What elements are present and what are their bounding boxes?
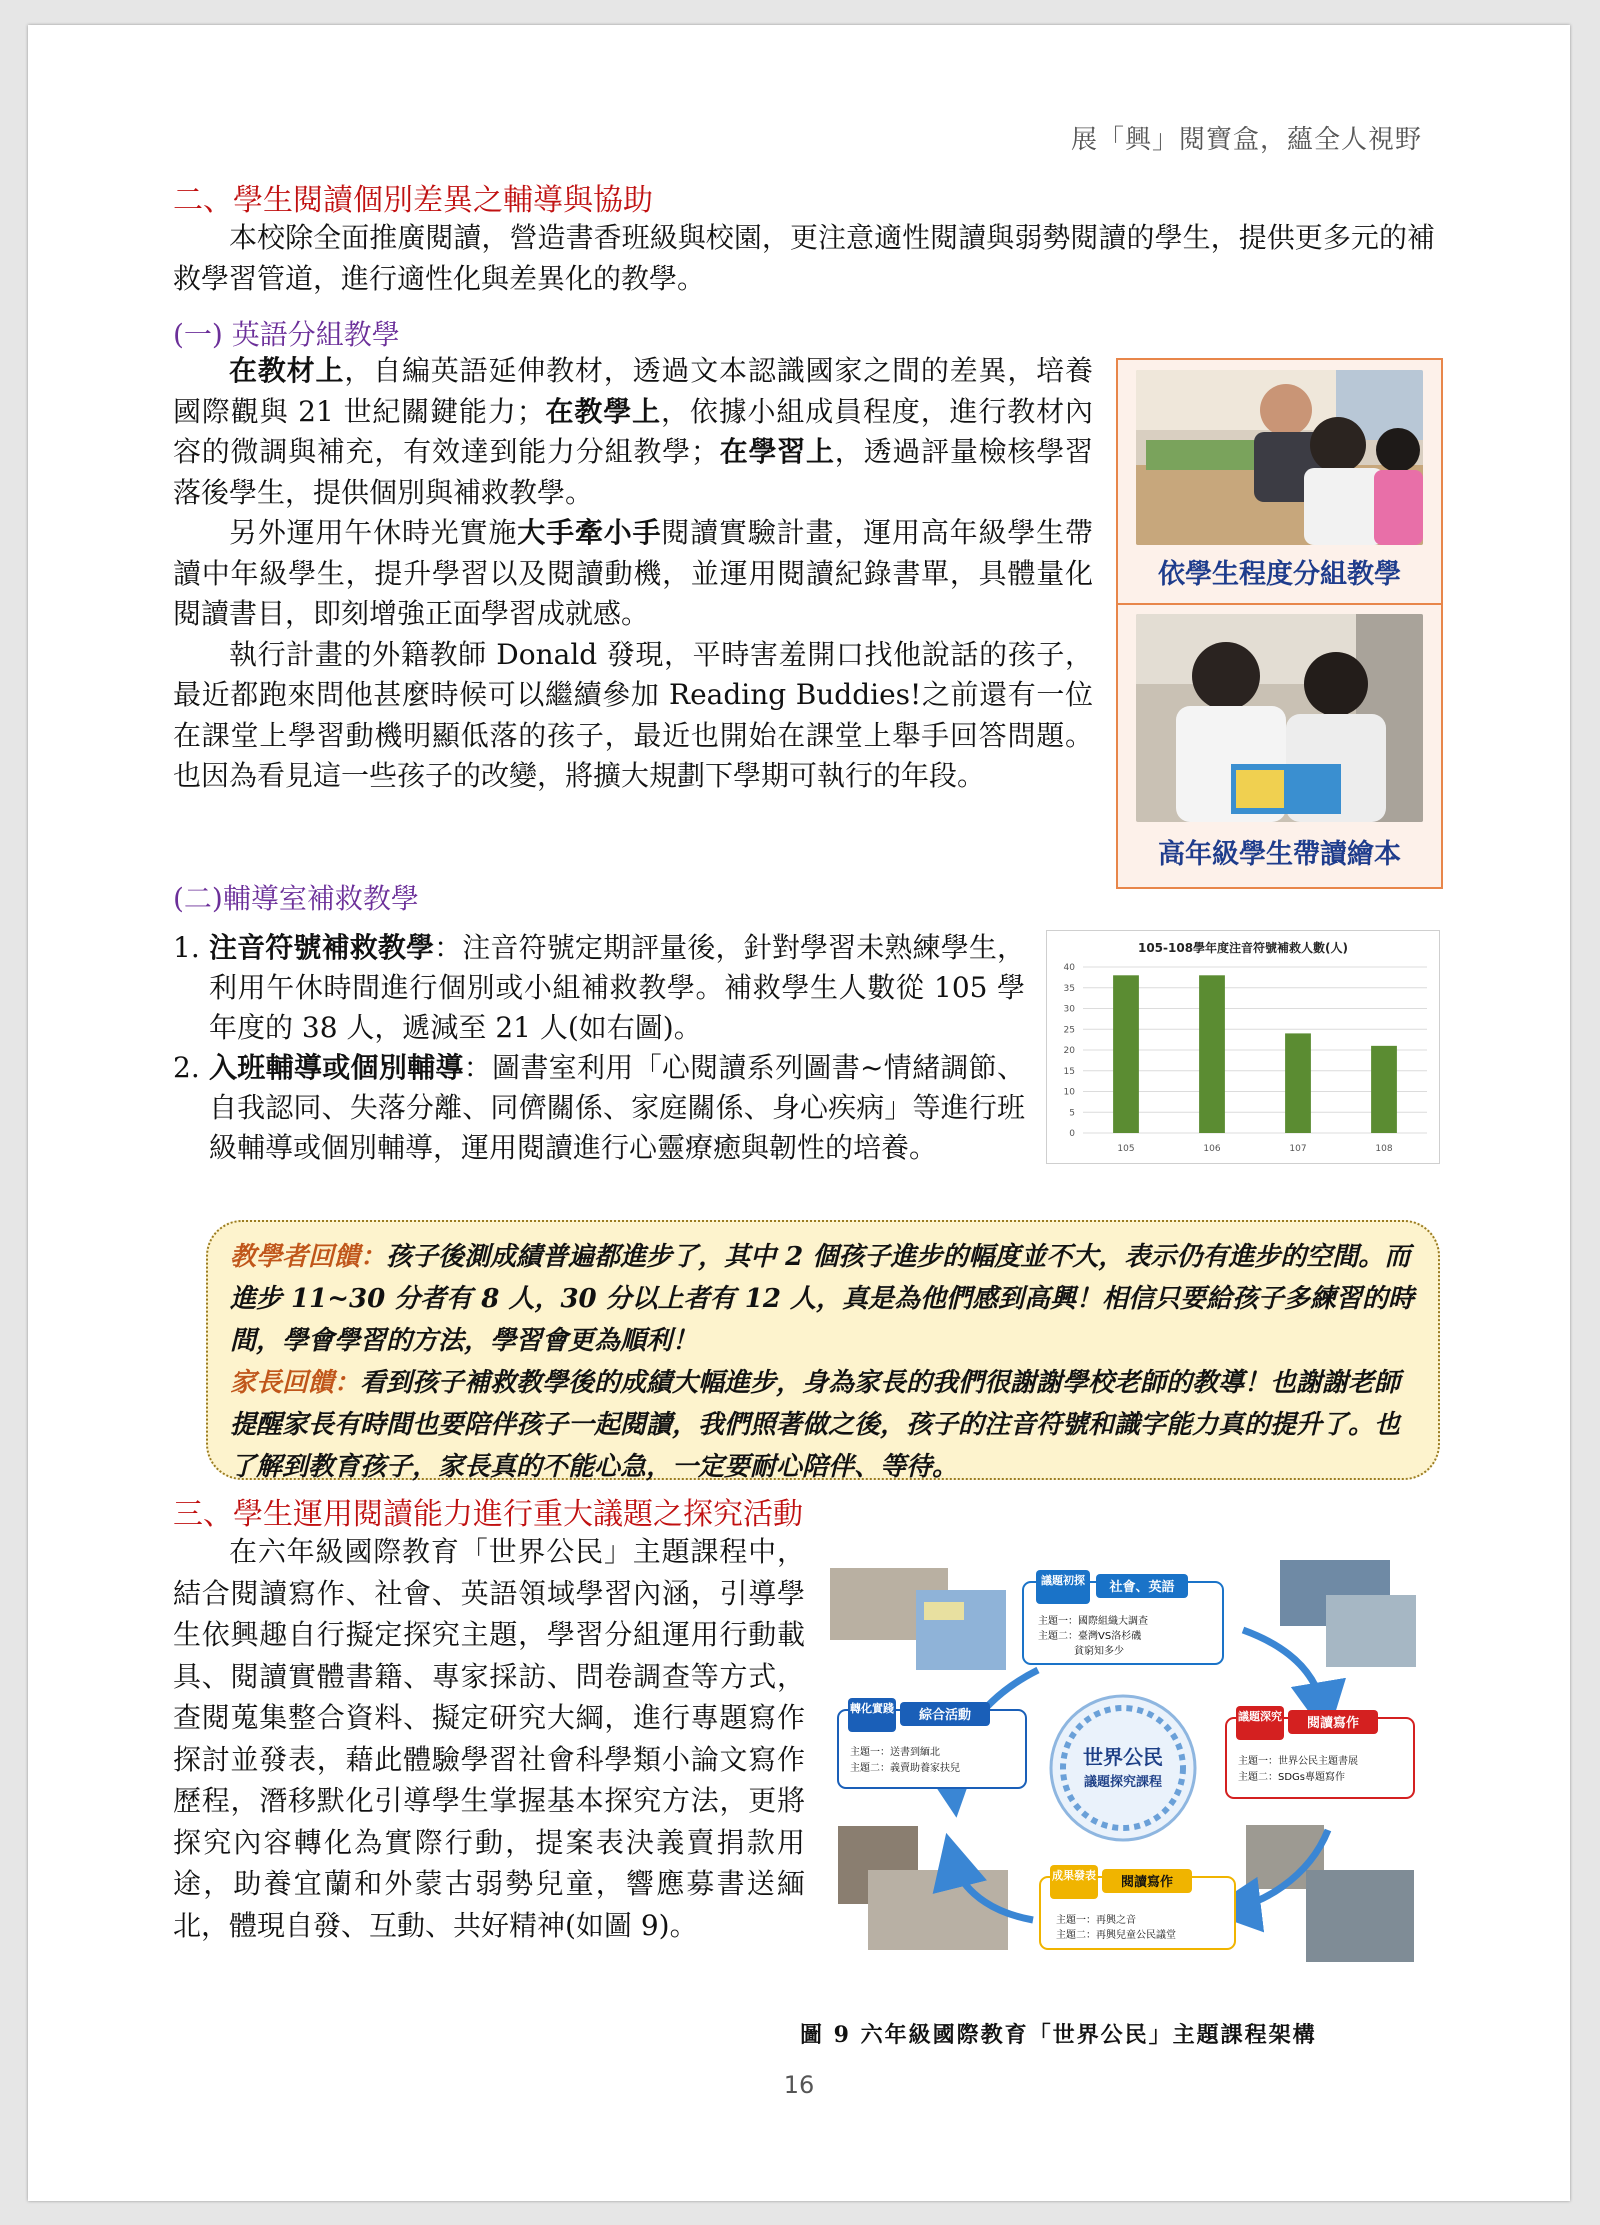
chart-title: 105-108學年度注音符號補救人數(人)	[1137, 941, 1349, 955]
classroom-photo-6	[868, 1870, 1008, 1950]
list-item-phonetic: 1. 注音符號補救教學：注音符號定期評量後，針對學習未熟練學生，利用午休時間進行個別或小組補救教學。補救學生人數從 105 學年度的 38 人，遞減至 21 人(如右圖)。	[173, 931, 1025, 1044]
y-tick-label: 25	[1063, 1025, 1075, 1036]
x-tick-label: 105	[1117, 1144, 1135, 1154]
stage-line: 主題一：再興之音	[1056, 1915, 1136, 1926]
stage-tag-practice: 轉化實踐	[850, 1702, 894, 1715]
stage-title-explore: 社會、英語	[1109, 1580, 1175, 1595]
parent-feedback-text: 看到孩子補救教學後的成績大幅進步，身為家長的我們很謝謝學校老師的教導！也謝謝老師提醒家長有時間也要陪伴孩子一起閱讀，我們照著做之後，孩子的注音符號和識字能力真的提升了。也了解到教育孩子，家長真的不能心急，一定要耐心陪伴、等待。	[230, 1368, 1401, 1482]
teacher-feedback-text: 孩子後測成績普遍都進步了，其中 2 個孩子進步的幅度並不大，表示仍有進步的空間。而進步 11~30 分者有 8 人，30 分以上者有 12 人，真是為他們感到高興！相信只要給孩子多練習的時間，學會學習的方法，學習會更為順利！	[230, 1242, 1414, 1356]
x-tick-label: 108	[1375, 1144, 1393, 1154]
group-teaching-photo	[1136, 370, 1423, 545]
subsection-heading-counseling: (二)輔導室補救教學	[173, 882, 419, 915]
y-tick-label: 35	[1063, 983, 1075, 994]
parent-feedback-label: 家長回饋：	[230, 1368, 361, 1398]
caption-divider	[1118, 603, 1441, 605]
teacher-feedback-label: 教學者回饋：	[230, 1242, 387, 1272]
course-framework-diagram	[828, 1540, 1418, 1990]
stage-line: 主題一：送書到緬北	[850, 1747, 940, 1758]
cycle-arrow	[1243, 1630, 1323, 1710]
section2-intro	[173, 217, 1435, 299]
bar-105	[1113, 975, 1139, 1133]
inquiry-paragraph: 在六年級國際教育「世界公民」主題課程中，結合閱讀寫作、社會、英語領域學習內涵，引導學生依興趣自行擬定探究主題，學習分組運用行動載具、閱讀實體書籍、專家採訪、問卷調查等方式，查閱蒐集整合資料、擬定研究大綱，進行專題寫作探討並發表，藉此體驗學習社會科學類小論文寫作歷程，潛移默化引導學生掌握基本探究方法，更將探究內容轉化為實際行動，提案表決義賣捐款用途，助養宜蘭和外蒙古弱勢兒童，響應募書送緬北，體現自發、互動、共好精神(如圖 9)。	[173, 1535, 805, 1942]
y-tick-label: 5	[1069, 1108, 1075, 1119]
paragraph-donald: 執行計畫的外籍教師 Donald 發現，平時害羞開口找他說話的孩子，最近都跑來問他甚麼時候可以繼續參加 Reading Buddies!之前還有一位在課堂上學習動機明顯低落的孩子，最近也開始在課堂上舉手回答問題。也因為看見這一些孩子的改變，將擴大規劃下學期可執行的年段。	[173, 637, 1093, 792]
photo-caption-1: 依學生程度分組教學	[1158, 559, 1401, 590]
x-tick-label: 107	[1289, 1144, 1307, 1154]
stage-line: 主題一：國際組織大調查	[1038, 1616, 1148, 1627]
page-number: 16	[783, 2071, 815, 2099]
subsection-heading-english: (一) 英語分組教學	[173, 318, 400, 351]
stage-tag-deepen: 議題深究	[1238, 1710, 1282, 1723]
stage-line: 主題二：義賣助養家扶兒	[850, 1763, 960, 1774]
y-tick-label: 30	[1063, 1004, 1075, 1015]
stage-line: 主題一：世界公民主題書展	[1238, 1756, 1358, 1767]
photo-panel	[1116, 358, 1443, 889]
y-tick-label: 0	[1069, 1129, 1075, 1139]
intro-paragraph: 本校除全面推廣閱讀，營造書香班級與校園，更注意適性閱讀與弱勢閱讀的學生，提供更多元的補救學習管道，進行適性化與差異化的教學。	[173, 221, 1435, 295]
stage-line: 貧窮知多少	[1074, 1646, 1124, 1657]
stage-title-deepen: 閱讀寫作	[1306, 1716, 1360, 1731]
feedback-text	[230, 1236, 1420, 1488]
center-title: 世界公民	[1083, 1745, 1163, 1769]
running-header: 展「興」閱寶盒，蘊全人視野	[1070, 125, 1422, 155]
english-group-text	[173, 351, 1093, 797]
stage-line: 主題二：臺灣VS洛杉磯	[1038, 1631, 1142, 1642]
section-heading-3: 三、學生運用閱讀能力進行重大議題之探究活動	[173, 1497, 803, 1532]
stage-tag-explore: 議題初探	[1041, 1574, 1085, 1587]
y-tick-label: 10	[1063, 1087, 1075, 1098]
y-tick-label: 20	[1063, 1046, 1075, 1056]
counseling-list	[173, 928, 1025, 1168]
y-tick-label: 15	[1063, 1066, 1075, 1077]
stage-title-practice: 綜合活動	[918, 1708, 972, 1723]
bar-108	[1371, 1046, 1397, 1133]
stage-tag-present: 成果發表	[1052, 1869, 1096, 1882]
bar-chart-svg	[1047, 931, 1439, 1163]
paragraph-buddy-program: 另外運用午休時光實施大手牽小手閱讀實驗計畫，運用高年級學生帶讀中年級學生，提升學習以及閱讀動機，並運用閱讀紀錄書單，具體量化閱讀書目，即刻增強正面學習成就感。	[173, 516, 1093, 630]
feedback-box	[206, 1220, 1440, 1480]
bar-107	[1285, 1033, 1311, 1133]
y-tick-label: 40	[1063, 963, 1075, 973]
stage-title-present: 閱讀寫作	[1120, 1875, 1174, 1890]
center-subtitle: 議題探究課程	[1083, 1775, 1163, 1790]
section-heading-2: 二、學生閱讀個別差異之輔導與協助	[173, 183, 653, 218]
photo-caption-2: 高年級學生帶讀繪本	[1158, 839, 1401, 870]
stage-line: 主題二：SDGs專題寫作	[1238, 1772, 1346, 1783]
x-tick-label: 106	[1203, 1144, 1221, 1154]
section3-body	[173, 1531, 805, 1946]
document-page	[28, 25, 1570, 2201]
classroom-photo-8	[1306, 1870, 1414, 1962]
remedial-count-chart	[1046, 930, 1440, 1164]
paragraph-materials: 在教材上，自編英語延伸教材，透過文本認識國家之間的差異，培養國際觀與 21 世紀關鍵能力；在教學上，依據小組成員程度，進行教材內容的微調與補充，有效達到能力分組教學；在學習上，透過評量檢核學習落後學生，提供個別與補救教學。	[173, 354, 1093, 509]
older-students-reading-photo	[1136, 614, 1423, 822]
figure-caption: 圖 9 六年級國際教育「世界公民」主題課程架構	[800, 2022, 1317, 2048]
list-item-guidance: 2. 入班輔導或個別輔導：圖書室利用「心閱讀系列圖書~情緒調節、自我認同、失落分離、同儕關係、家庭關係、身心疾病」等進行班級輔導或個別輔導，運用閱讀進行心靈療癒與韌性的培養。	[173, 1051, 1025, 1164]
bar-106	[1199, 975, 1225, 1133]
stage-line: 主題二：再興兒童公民議堂	[1056, 1930, 1176, 1941]
classroom-photo-4	[1326, 1595, 1416, 1667]
